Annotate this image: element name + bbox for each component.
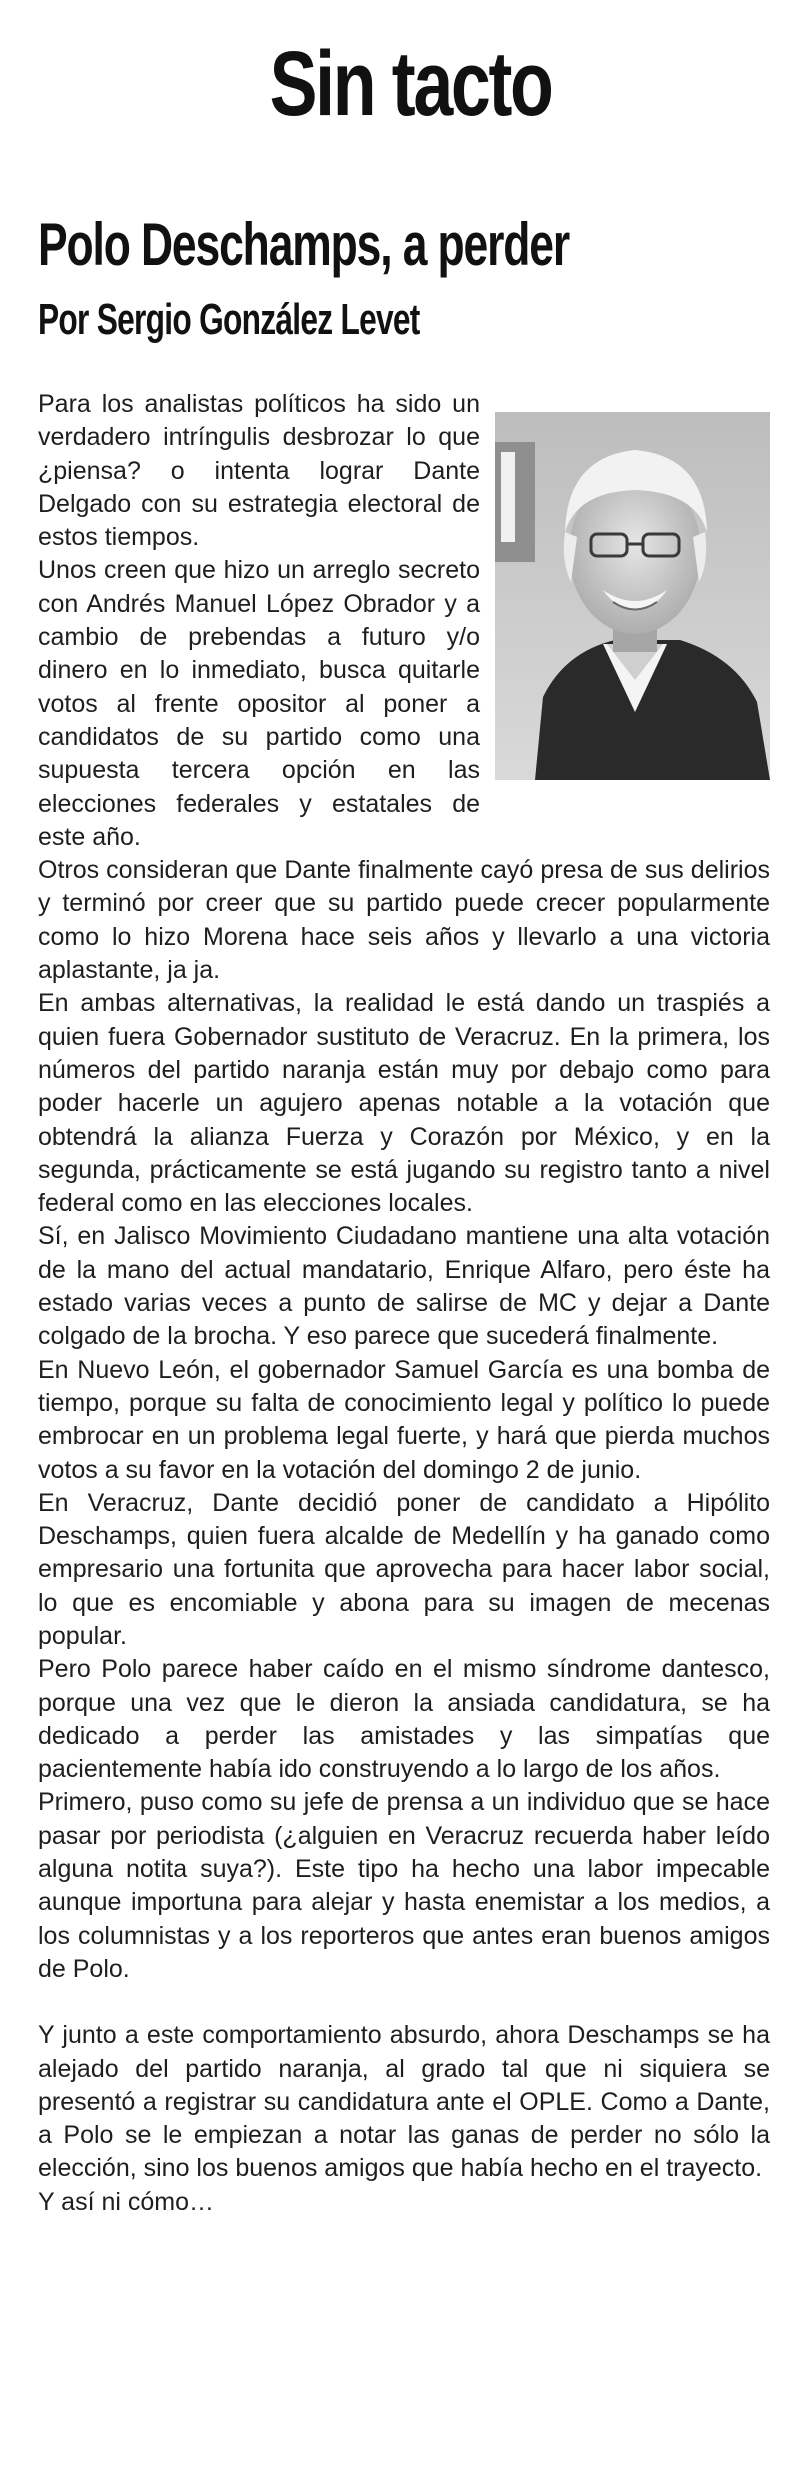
article-headline: Polo Deschamps, a perder: [38, 211, 570, 278]
article-paragraph: Y junto a este comportamiento absurdo, ahora Deschamps se ha alejado del partido naranja, al grado tal que ni siquiera se presentó a registrar su candidatura ante el OPLE. Como a Dante, a Polo se le empiezan a notar las ganas de perder no sólo la elección, sino los buenos amigos que había hecho en el trayecto.: [38, 2021, 770, 2183]
column-title: Sin tacto: [269, 33, 552, 135]
article-paragraph: En Nuevo León, el gobernador Samuel García es una bomba de tiempo, porque su falta de conocimiento legal y político lo puede embrocar en un problema legal fuerte, y hará que pierda muchos votos a su favor en la votación del domingo 2 de junio.: [38, 1355, 770, 1484]
article-paragraph: Para los analistas políticos ha sido un verdadero intríngulis desbrozar lo que ¿piensa? o intenta lograr Dante Delgado con su estrategia electoral de estos tiempos.: [38, 390, 480, 552]
article-paragraph: Primero, puso como su jefe de prensa a un individuo que se hace pasar por periodista (¿alguien en Veracruz recuerda haber leído alguna notita suya?). Este tipo ha hecho una labor impecable aunque importuna para alejar y hasta enemistar a los medios, a los columnistas y a los reporteros que antes eran buenos amigos de Polo.: [38, 1788, 770, 1983]
article-byline: Por Sergio González Levet: [38, 295, 420, 344]
article-paragraph: Pero Polo parece haber caído en el mismo síndrome dantesco, porque una vez que le dieron la ansiada candidatura, se ha dedicado a perder las amistades y las simpatías que pacientemente había ido construyendo a lo largo de los años.: [38, 1655, 770, 1784]
photo-spacer: [480, 388, 770, 848]
article-body: [38, 388, 770, 2219]
article-paragraph: Unos creen que hizo un arreglo secreto con Andrés Manuel López Obrador y a cambio de prebendas a futuro y/o dinero en lo inmediato, busca quitarle votos al frente opositor al poner a candidatos de su partido como una supuesta tercera opción en las elecciones federales y estatales de este año.: [38, 556, 480, 851]
article-closing-line: Y así ni cómo…: [38, 2187, 215, 2216]
article-paragraph: Sí, en Jalisco Movimiento Ciudadano mantiene una alta votación de la mano del actual mandatario, Enrique Alfaro, pero éste ha estado varias veces a punto de salirse de MC y dejar a Dante colgado de la brocha. Y eso parece que sucederá finalmente.: [38, 1222, 770, 1351]
article-paragraph: En ambas alternativas, la realidad le está dando un traspiés a quien fuera Gobernador sustituto de Veracruz. En la primera, los números del partido naranja están muy por debajo como para poder hacerle un agujero apenas notable a la votación que obtendrá la alianza Fuerza y Corazón por México, y en la segunda, prácticamente se está jugando su registro tanto a nivel federal como en las elecciones locales.: [38, 989, 770, 1218]
article-paragraph: Otros consideran que Dante finalmente cayó presa de sus delirios y terminó por creer que su partido puede crecer popularmente como lo hizo Morena hace seis años y llevarlo a una victoria aplastante, ja ja.: [38, 856, 770, 985]
article-paragraph: En Veracruz, Dante decidió poner de candidato a Hipólito Deschamps, quien fuera alcalde de Medellín y ha ganado como empresario una fortunita que aprovecha para hacer labor social, lo que es encomiable y abona para su imagen de mecenas popular.: [38, 1488, 770, 1650]
